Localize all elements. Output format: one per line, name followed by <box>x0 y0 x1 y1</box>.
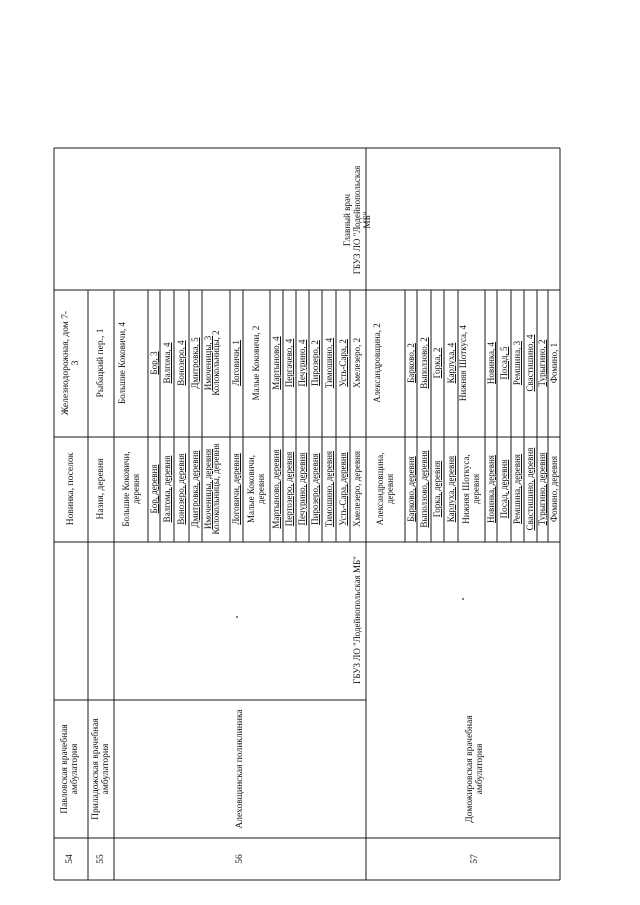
address-vonozero: Вонозеро, 4 <box>176 340 186 386</box>
row-57-facility-line2: амбулатория <box>475 743 485 795</box>
settlement-bolshie-kokovichi-line2: деревня <box>131 473 141 505</box>
address-fomino: Фомино, 1 <box>549 342 559 384</box>
row-54-address-line2: 3 <box>71 360 81 366</box>
settlement-vonozero: Вонозеро, деревня <box>176 453 186 525</box>
address-bolshie-kokovichi: Большие Коковичи, 4 <box>117 321 127 405</box>
settlement-malye-kokovichi-line2: деревня <box>256 473 266 505</box>
row-56-number: 56 <box>235 854 245 864</box>
row-57-number: 57 <box>470 854 480 864</box>
row-57-facility-line1: Доможировская врачебная <box>465 715 475 823</box>
head-physician-line2: ГБУЗ ЛО "Лодейнопольская <box>352 165 362 275</box>
address-pirozero: Пирозеро, 2 <box>310 340 320 386</box>
row-55-facility <box>91 704 111 834</box>
address-bor: Бор, 3 <box>149 351 159 375</box>
head-physician <box>342 150 372 290</box>
address-kolokolnitsy: Колокольницы, 2 <box>211 330 221 396</box>
settlement-nizhnyaya-shotkusa-line2: деревня <box>471 473 481 505</box>
address-nizhnyaya-shotkusa: Нижняя Шоткуса, 4 <box>458 324 468 402</box>
scan-speck <box>236 616 238 618</box>
settlement-nizhnyaya-shotkusa-line1: Нижняя Шоткуса, <box>461 454 471 524</box>
settlement-novinka: Новинка, деревня <box>486 455 496 523</box>
address-posad: Посад, 5 <box>499 346 509 380</box>
row-54-address <box>61 293 81 433</box>
row-55-number: 55 <box>96 854 106 864</box>
address-ust-sara: Усть-Сара, 2 <box>338 339 348 387</box>
row-54-number: 54 <box>65 854 75 864</box>
settlement-malye-kokovichi <box>246 419 266 559</box>
settlement-dmitrovka: Дмитровка, деревня <box>190 450 200 528</box>
settlement-nizhnyaya-shotkusa <box>461 419 481 559</box>
address-aleksandrovshchina: Александровщина, 2 <box>372 323 382 403</box>
address-gorka: Горка, 2 <box>432 347 442 379</box>
settlement-aleksandrovshchina-line1: Александровщина, <box>375 452 385 526</box>
settlement-vypolzovo: Выползово, деревня <box>419 450 429 528</box>
settlement-martynovo: Мартыново, деревня <box>271 449 281 529</box>
settlement-kolokolnitsy: Колокольницы, деревня <box>211 443 221 535</box>
scan-speck <box>462 598 464 600</box>
settlement-aleksandrovshchina-line2: деревня <box>385 473 395 505</box>
settlement-imochenitsy: Имоченицы, деревня <box>203 448 213 530</box>
address-svastishino: Свастишино, 4 <box>525 334 535 392</box>
row-54-facility-line2: амбулатория <box>70 743 80 795</box>
settlement-malye-kokovichi-line1: Малые Коковичи, <box>246 455 256 523</box>
settlement-fomino: Фомино, деревня <box>549 455 559 523</box>
row-55-settlement: Назия, деревня <box>96 458 106 520</box>
row-57-facility <box>465 704 485 834</box>
row-54-facility <box>60 704 80 834</box>
address-pechurino: Печурино, 4 <box>297 339 307 387</box>
row-54-facility-line1: Павловская врачебная <box>60 724 70 814</box>
address-malye-kokovichi: Малые Коковичи, 2 <box>251 325 261 401</box>
address-barkovo: Барково, 2 <box>406 343 416 383</box>
settlement-pertozero: Пертозеро, деревня <box>284 451 294 527</box>
settlement-remshina: Ремшина, деревня <box>512 454 522 524</box>
row-55-address: Рыбацкий пер., 1 <box>96 328 106 398</box>
settlement-logovichi: Логовичи, деревня <box>231 453 241 525</box>
head-physician-line1: Главный врач <box>342 193 352 247</box>
settlement-khmelezero: Хмелезеро, деревня <box>352 450 362 528</box>
address-imochenitsy: Имоченицы, 3 <box>203 335 213 391</box>
row-55-facility-line1: Приладожская врачебная <box>91 718 101 820</box>
row-54-settlement: Новинка, поселок <box>66 452 76 526</box>
address-remshina: Ремшина, 3 <box>512 340 522 386</box>
settlement-pirozero: Пирозеро, деревня <box>310 453 320 525</box>
settlement-turygino: Турыгино, деревня <box>537 452 547 526</box>
settlement-aleksandrovshchina <box>375 419 395 559</box>
organisation-name: ГБУЗ ЛО "Лодейнопольская МБ" <box>352 556 362 684</box>
settlement-ust-sara: Усть-Сара, деревня <box>338 452 348 526</box>
settlement-bolshie-kokovichi <box>121 419 141 559</box>
address-turygino: Турыгино, 2 <box>537 339 547 387</box>
head-physician-line3: МБ" <box>362 211 372 229</box>
settlement-bolshie-kokovichi-line1: Большие Коковичи, <box>121 451 131 527</box>
address-karlukha: Карлуха, 4 <box>446 342 456 384</box>
row-56-facility: Алеховщинская поликлиника <box>235 709 245 829</box>
settlement-barkovo: Барково, деревня <box>406 456 416 522</box>
address-timoshino: Тимошино, 4 <box>324 337 334 389</box>
settlement-karlukha: Карлуха, деревня <box>446 455 456 523</box>
row-54-address-line1: Железнодорожная, дом 7- <box>61 310 71 416</box>
address-martynovo: Мартыново, 4 <box>271 336 281 390</box>
settlement-bor: Бор, деревня <box>149 464 159 514</box>
address-khmelezero: Хмелезеро, 2 <box>352 337 362 389</box>
settlement-posad: Посад, деревня <box>499 459 509 519</box>
address-valgoma: Валгома, 4 <box>162 342 172 384</box>
address-novinka: Новинка, 4 <box>486 341 496 385</box>
settlement-valgoma: Валгома, деревня <box>162 455 172 523</box>
address-dmitrovka: Дмитровка, 5 <box>190 337 200 389</box>
settlement-pechurino: Печурино, деревня <box>297 452 307 526</box>
settlement-timoshino: Тимошино, деревня <box>324 450 334 528</box>
address-logovichi: Логовичи, 1 <box>231 340 241 386</box>
address-vypolzovo: Выползово, 2 <box>419 337 429 389</box>
settlement-svastishino: Свастишино, деревня <box>525 447 535 531</box>
row-55-facility-line2: амбулатория <box>101 743 111 795</box>
settlement-gorka: Горка, деревня <box>432 460 442 518</box>
address-pergachevo: Пергачево, 4 <box>284 338 294 388</box>
